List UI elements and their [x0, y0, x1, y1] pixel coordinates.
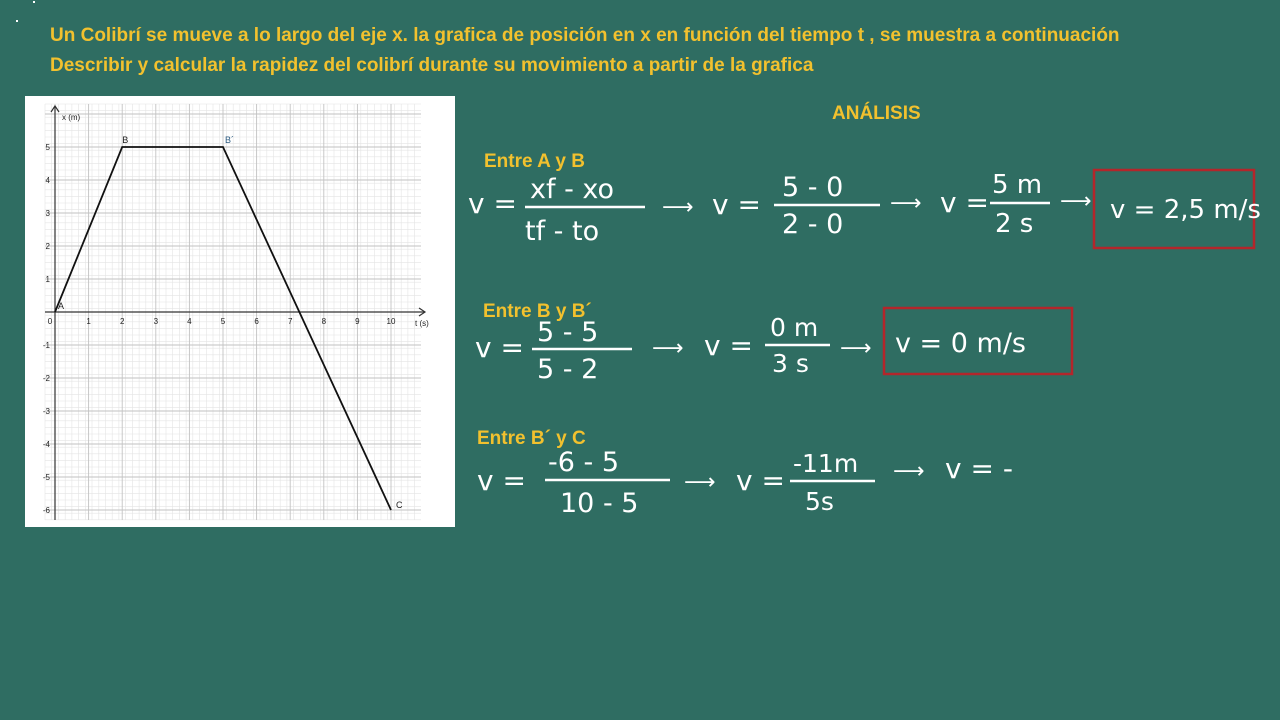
eq2-lhs: v = [736, 464, 785, 497]
y-tick-label: 2 [45, 242, 50, 251]
arrow-icon: ⟶ [840, 336, 872, 361]
arrow-icon: ⟶ [684, 470, 716, 495]
y-tick-label: 1 [45, 275, 50, 284]
y-axis-label: x (m) [62, 113, 81, 122]
y-tick-label: -3 [42, 407, 50, 416]
eq2-denominator: 2 - 0 [782, 209, 844, 240]
point-label: B´ [225, 135, 234, 145]
x-tick-label: 6 [254, 317, 259, 326]
problem-statement-line-2: Describir y calcular la rapidez del colibrí durante su movimiento a partir de la grafica [50, 55, 814, 76]
eq1-denominator: tf - to [525, 216, 600, 247]
y-tick-label: -6 [42, 506, 50, 515]
eq1-lhs: v = [468, 187, 517, 220]
y-tick-label: 5 [45, 143, 50, 152]
eq1-denominator: 5 - 2 [537, 354, 599, 385]
eq2-denominator: 5s [805, 487, 834, 516]
eq1-numerator: 5 - 5 [537, 317, 599, 348]
x-tick-label: 3 [153, 317, 159, 326]
section-title-b-prime-c: Entre B´ y C [477, 428, 586, 449]
x-tick-label: 1 [86, 317, 91, 326]
x-tick-label: 9 [355, 317, 360, 326]
x-tick-label: 4 [187, 317, 192, 326]
problem-statement-line-1: Un Colibrí se mueve a lo largo del eje x. la grafica de posición en x en función del tiempo t , se muestra a continuación [50, 25, 1120, 46]
point-label: C [396, 500, 403, 510]
eq2-denominator: 3 s [772, 349, 809, 378]
x-tick-label: 10 [386, 317, 396, 326]
y-tick-label: -1 [42, 341, 50, 350]
eq2-numerator: -11m [793, 449, 859, 478]
y-tick-label: 3 [45, 209, 50, 218]
eq1-numerator: -6 - 5 [548, 447, 620, 478]
eq3-lhs: v = [940, 186, 989, 219]
result-value: v = 2,5 m/s [1110, 195, 1261, 225]
analysis-title: ANÁLISIS [832, 103, 921, 124]
y-tick-label: -5 [42, 473, 50, 482]
eq1-denominator: 10 - 5 [560, 488, 639, 519]
x-tick-label: 8 [321, 317, 327, 326]
y-tick-label: -4 [42, 440, 50, 449]
x-axis-label: t (s) [415, 319, 429, 328]
y-tick-label: -2 [42, 374, 50, 383]
x-tick-label: 5 [220, 317, 226, 326]
eq1-numerator: xf - xo [530, 174, 615, 205]
eq3-numerator: 5 m [992, 170, 1043, 200]
result-value: v = 0 m/s [895, 328, 1026, 359]
arrow-icon: ⟶ [893, 459, 925, 484]
arrow-icon: ⟶ [652, 336, 684, 361]
section-title-a-b: Entre A y B [484, 151, 586, 172]
eq3-lhs: v = - [945, 452, 1013, 485]
arrow-icon: ⟶ [890, 191, 922, 216]
arrow-icon: ⟶ [1060, 189, 1092, 214]
x-tick-label: 7 [287, 317, 293, 326]
eq2-lhs: v = [704, 329, 753, 362]
y-tick-label: 4 [45, 176, 50, 185]
point-label: A [58, 301, 65, 311]
x-tick-label: 2 [119, 317, 125, 326]
eq2-numerator: 0 m [770, 313, 819, 342]
point-label: B [122, 135, 129, 145]
arrow-icon: ⟶ [662, 195, 694, 220]
eq1-lhs: v = [475, 331, 524, 364]
eq1-lhs: v = [477, 464, 526, 497]
eq2-lhs: v = [712, 188, 761, 221]
x-tick-label: 0 [47, 317, 53, 326]
section-title-b-b-prime: Entre B y B´ [483, 301, 592, 322]
eq3-denominator: 2 s [995, 209, 1034, 239]
eq2-numerator: 5 - 0 [782, 172, 844, 203]
